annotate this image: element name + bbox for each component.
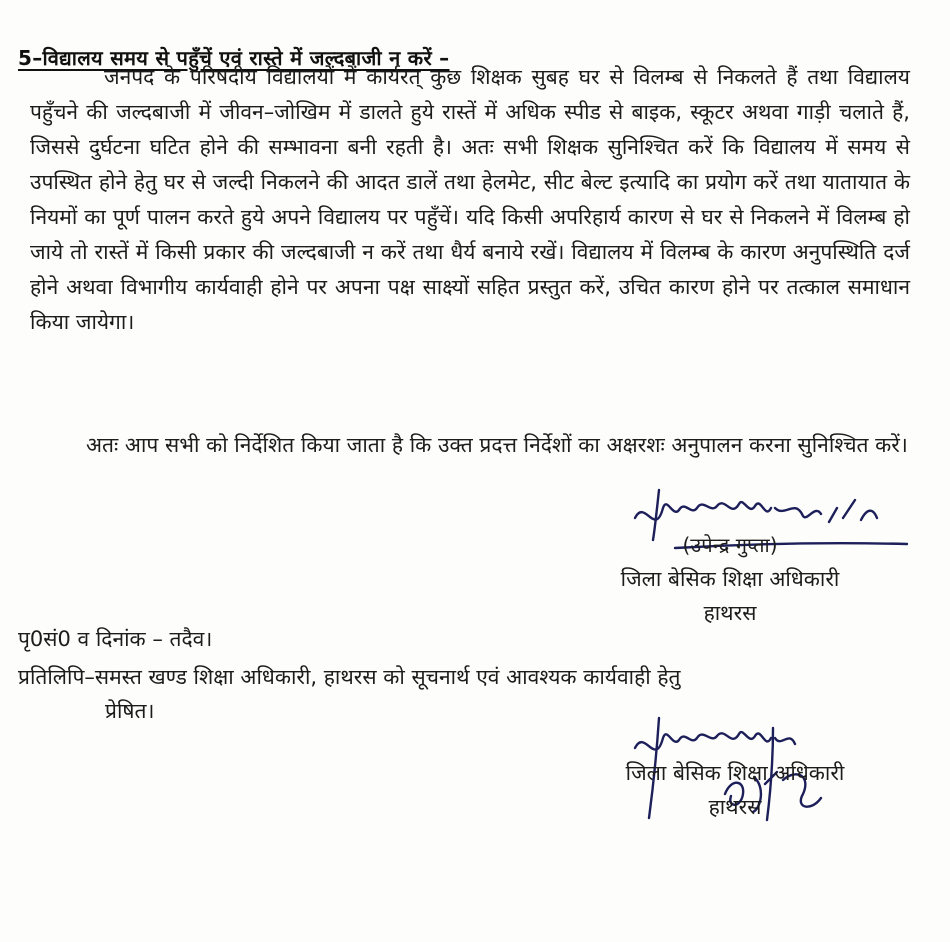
signature-block-1 xyxy=(595,528,865,630)
officer-district-2: हाथरस xyxy=(708,795,762,819)
officer-name: (उपेन्द्र गुप्ता) xyxy=(682,533,778,557)
copy-line-continuation: प्रेषित। xyxy=(105,699,155,723)
copy-line: प्रतिलिपि–समस्त खण्ड शिक्षा अधिकारी, हाथरस को सूचनार्थ एवं आवश्यक कार्यवाही हेतु xyxy=(18,665,681,689)
section-heading: 5–विद्यालय समय से पहुँचें एवं रास्ते में जल्दबाजी न करें – xyxy=(18,46,450,70)
signature-block-2 xyxy=(595,756,875,824)
directive-paragraph: अतः आप सभी को निर्देशित किया जाता है कि उक्त प्रदत्त निर्देशों का अक्षरशः अनुपालन करना सुनिश्चित करें। xyxy=(86,433,908,457)
reference-line: पृ0सं0 व दिनांक – तदैव। xyxy=(18,627,213,651)
officer-designation: जिला बेसिक शिक्षा अधिकारी xyxy=(620,567,840,591)
officer-district: हाथरस xyxy=(703,601,757,625)
officer-designation-2: जिला बेसिक शिक्षा अधिकारी xyxy=(625,761,845,785)
instruction-paragraph: जनपद के परिषदीय विद्यालयों में कार्यरत् कुछ शिक्षक सुबह घर से विलम्ब से निकलते हैं तथा विद्यालय पहुँचने की जल्दबाजी में जीवन–जोखिम में डालते हुये रास्तें में अधिक स्पीड से बाइक, स्कूटर अथवा गाड़ी चलाते हैं, जिससे दुर्घटना घटित होने की सम्भावना बनी रहती है। अतः सभी शिक्षक सुनिश्चित करें कि विद्यालय में समय से उपस्थित होने हेतु घर से जल्दी निकलने की आदत डालें तथा हेलमेट, सीट बेल्ट इत्यादि का प्रयोग करें तथा यातायात के नियमों का पूर्ण पालन करते हुये अपने विद्यालय पर पहुँचें। यदि किसी अपरिहार्य कारण से घर से निकलने में विलम्ब हो जाये तो रास्तें में किसी प्रकार की जल्दबाजी न करें तथा धैर्य बनाये रखें। विद्यालय में विलम्ब के कारण अनुपस्थिति दर्ज होने अथवा विभागीय कार्यवाही होने पर अपना पक्ष साक्ष्यों सहित प्रस्तुत करें, उचित कारण होने पर तत्काल समाधान किया जायेगा। xyxy=(30,65,910,334)
